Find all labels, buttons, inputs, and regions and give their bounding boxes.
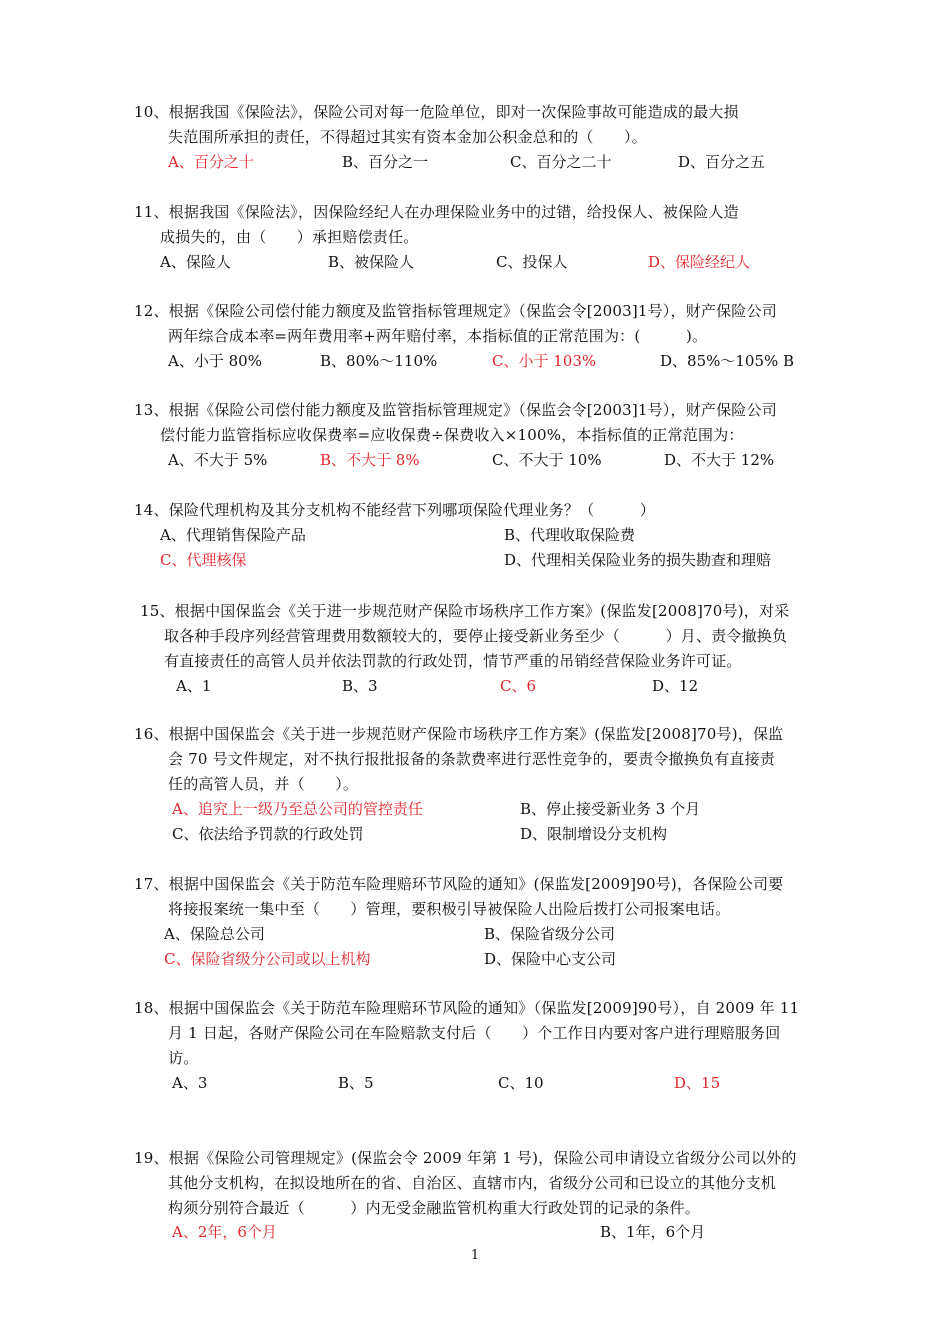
question-11-option-b: B、被保险人 [328, 253, 415, 271]
question-19-line-2: 其他分支机构，在拟设地所在的省、自治区、直辖市内，省级分公司和已设立的其他分支机 [168, 1174, 777, 1192]
question-12-option-c: C、小于 103% [492, 352, 597, 370]
question-13-option-d: D、不大于 12% [664, 451, 775, 469]
question-13-option-b: B、不大于 8% [320, 451, 420, 469]
question-17-line-1: 17、根据中国保监会《关于防范车险理赔环节风险的通知》(保监发[2009]90号)，各保险公司要 [134, 875, 784, 893]
question-15-line-3: 有直接责任的高管人员并依法罚款的行政处罚，情节严重的吊销经营保险业务许可证。 [164, 652, 742, 670]
question-19-line-3: 构须分别符合最近（ ）内无受金融监管机构重大行政处罚的记录的条件。 [168, 1199, 701, 1217]
question-14-option-b: B、代理收取保险费 [504, 526, 636, 544]
question-16-option-d: D、限制增设分支机构 [520, 825, 668, 843]
question-18-option-c: C、10 [498, 1074, 544, 1092]
question-18-option-b: B、5 [338, 1074, 374, 1092]
question-19-option-b: B、1年，6个月 [600, 1223, 706, 1241]
question-17-option-b: B、保险省级分公司 [484, 925, 616, 943]
question-18-line-2: 月 1 日起，各财产保险公司在车险赔款支付后（ ）个工作日内要对客户进行理赔服务回 [168, 1024, 781, 1042]
question-10-option-b: B、百分之一 [342, 153, 429, 171]
question-17-line-2: 将接报案统一集中至（ ）管理，要积极引导被保险人出险后拨打公司报案电话。 [168, 900, 731, 918]
question-10-line-1: 10、根据我国《保险法》，保险公司对每一危险单位，即对一次保险事故可能造成的最大损 [134, 103, 739, 121]
question-13-option-c: C、不大于 10% [492, 451, 602, 469]
question-15-option-b: B、3 [342, 677, 378, 695]
question-11-option-d: D、保险经纪人 [648, 253, 751, 271]
question-13-line-1: 13、根据《保险公司偿付能力额度及监管指标管理规定》（保监会令[2003]1号），财产保险公司 [134, 401, 777, 419]
question-15-line-2: 取各种手段序列经营管理费用数额较大的，要停止接受新业务至少（ ）月、责令撤换负 [164, 627, 788, 645]
question-13-option-a: A、不大于 5% [168, 451, 268, 469]
question-18-line-1: 18、根据中国保监会《关于防范车险理赔环节风险的通知》（保监发[2009]90号），自 2009 年 11 [134, 999, 800, 1017]
question-10-option-a: A、百分之十 [168, 153, 254, 171]
question-15-option-a: A、1 [176, 677, 212, 695]
question-11-line-1: 11、根据我国《保险法》，因保险经纪人在办理保险业务中的过错，给投保人、被保险人造 [134, 203, 739, 221]
question-14-option-c: C、代理核保 [160, 551, 247, 569]
question-12-option-b: B、80%～110% [320, 352, 438, 370]
question-12-option-d: D、85%～105% B [660, 352, 795, 370]
question-15-option-d: D、12 [652, 677, 699, 695]
question-18-line-3: 访。 [168, 1049, 199, 1067]
question-11-line-2: 成损失的，由（ ）承担赔偿责任。 [160, 228, 419, 246]
question-11-option-c: C、投保人 [496, 253, 568, 271]
question-12-option-a: A、小于 80% [168, 352, 262, 370]
question-16-option-b: B、停止接受新业务 3 个月 [520, 800, 701, 818]
question-14-option-a: A、代理销售保险产品 [160, 526, 306, 544]
question-18-option-a: A、3 [172, 1074, 208, 1092]
question-12-line-2: 两年综合成本率=两年费用率+两年赔付率，本指标值的正常范围为：( )。 [168, 327, 708, 345]
question-16-line-2: 会 70 号文件规定，对不执行报批报备的条款费率进行恶性竞争的，要责令撤换负有直接责 [168, 750, 776, 768]
question-17-option-d: D、保险中心支公司 [484, 950, 617, 968]
page-number: 1 [470, 1248, 480, 1263]
question-19-line-1: 19、根据《保险公司管理规定》(保监会令 2009 年第 1 号)，保险公司申请设立省级分公司以外的 [134, 1149, 797, 1167]
question-14-line-1: 14、保险代理机构及其分支机构不能经营下列哪项保险代理业务？（ ） [134, 501, 656, 519]
question-16-line-3: 任的高管人员，并（ ）。 [168, 775, 359, 793]
question-13-line-2: 偿付能力监管指标应收保费率=应收保费÷保费收入×100%，本指标值的正常范围为： [160, 426, 744, 444]
question-16-option-c: C、依法给予罚款的行政处罚 [172, 825, 364, 843]
question-10-line-2: 失范围所承担的责任，不得超过其实有资本金加公积金总和的（ ）。 [168, 128, 647, 146]
question-16-line-1: 16、根据中国保监会《关于进一步规范财产保险市场秩序工作方案》(保监发[2008]70号)，保监 [134, 725, 784, 743]
question-11-option-a: A、保险人 [160, 253, 231, 271]
question-10-option-d: D、百分之五 [678, 153, 766, 171]
question-15-option-c: C、6 [500, 677, 537, 695]
question-17-option-c: C、保险省级分公司或以上机构 [164, 950, 371, 968]
question-17-option-a: A、保险总公司 [164, 925, 265, 943]
question-14-option-d: D、代理相关保险业务的损失勘查和理赔 [504, 551, 772, 569]
question-19-option-a: A、2年，6个月 [172, 1223, 277, 1241]
question-16-option-a: A、追究上一级乃至总公司的管控责任 [172, 800, 423, 818]
question-12-line-1: 12、根据《保险公司偿付能力额度及监管指标管理规定》（保监会令[2003]1号），财产保险公司 [134, 302, 777, 320]
question-10-option-c: C、百分之二十 [510, 153, 612, 171]
question-18-option-d: D、15 [674, 1074, 721, 1092]
question-15-line-1: 15、根据中国保监会《关于进一步规范财产保险市场秩序工作方案》(保监发[2008]70号)，对采 [140, 602, 790, 620]
